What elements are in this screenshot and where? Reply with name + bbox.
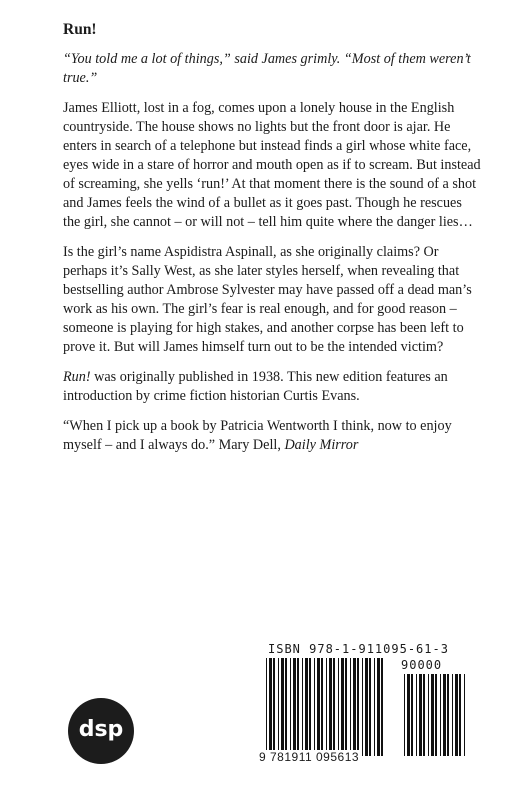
tagline-quote: “You told me a lot of things,” said James grimly. “Most of them weren’t true.”: [63, 51, 471, 86]
barcode-bar: [266, 658, 267, 756]
barcode-bar: [374, 658, 375, 756]
barcode-bar: [362, 658, 363, 756]
review-quote-text: “When I pick up a book by Patricia Wentworth I think, now to enjoy myself – and I always do.” Mary Dell,: [63, 418, 452, 453]
barcode-bar: [365, 658, 368, 756]
barcode-bar: [297, 658, 299, 756]
barcode-bar: [305, 658, 308, 756]
barcode-bar: [345, 658, 347, 756]
barcode-bar: [419, 674, 422, 756]
publisher-logo: [68, 698, 134, 764]
review-quote-source: Daily Mirror: [284, 437, 359, 453]
barcode-bar: [416, 674, 417, 756]
barcode-bar: [464, 674, 465, 756]
barcode-bar: [329, 658, 332, 756]
synopsis-paragraph-1: James Elliott, lost in a fog, comes upon a lonely house in the English countryside. The house shows no lights but the front door is ajar. He enters in search of a telephone but instead finds a girl whose white face, eyes wide in a stare of horror and mouth open as if to scream. But instead of screaming, she yells ‘run!’ At that moment there is the sound of a shot and James feels the wind of a bullet as it goes past. Though he rescues the girl, she cannot – or will not – tell him quite where the danger lies…: [63, 100, 481, 230]
barcode-addon-code: 90000: [401, 658, 443, 672]
barcode-bar: [317, 658, 320, 756]
barcode-bar: [326, 658, 327, 756]
barcode-bar: [423, 674, 425, 756]
barcode-bar: [321, 658, 323, 756]
barcode-bar: [431, 674, 434, 756]
barcode-bar: [269, 658, 272, 756]
barcode-bar: [459, 674, 461, 756]
barcode-bar: [369, 658, 371, 756]
barcode-bar: [309, 658, 311, 756]
barcode-bar: [338, 658, 339, 756]
review-quote: [63, 417, 481, 455]
barcode-bar: [381, 658, 383, 756]
barcode-bar: [293, 658, 296, 756]
barcode-bar: [428, 674, 429, 756]
barcode-bar: [333, 658, 335, 756]
barcode-bar: [452, 674, 453, 756]
isbn-barcode: [153, 638, 483, 773]
barcode-bar: [341, 658, 344, 756]
barcode-bar: [447, 674, 449, 756]
barcode-bar: [285, 658, 287, 756]
barcode-bar: [411, 674, 413, 756]
barcode-bar: [278, 658, 279, 756]
barcode-bar: [350, 658, 351, 756]
publication-note-text: was originally published in 1938. This new edition features an introduction by crime fiction historian Curtis Evans.: [63, 369, 448, 404]
barcode-addon-bars: [404, 674, 468, 756]
barcode-bar: [290, 658, 291, 756]
barcode-bar: [302, 658, 303, 756]
barcode-bar: [407, 674, 410, 756]
barcode-bar: [404, 674, 405, 756]
barcode-main-bars: [266, 658, 384, 756]
isbn-label: ISBN 978-1-911095-61-3: [268, 642, 449, 656]
barcode-bar: [443, 674, 446, 756]
publisher-logo-text: dsp: [78, 717, 124, 742]
barcode-bar: [273, 658, 275, 756]
barcode-bar: [281, 658, 284, 756]
synopsis-paragraph-2: Is the girl’s name Aspidistra Aspinall, as she originally claims? Or perhaps it’s Sally West, as she later styles herself, when revealing that bestselling author Ambrose Sylvester may have passed off a dead man’s work as his own. The girl’s fear is real enough, and for good reason – someone is playing for high stakes, and another corpse has been left to prove it. But will James himself turn out to be the intended victim?: [63, 244, 472, 355]
book-title: Run!: [63, 21, 97, 38]
barcode-bar: [353, 658, 356, 756]
blurb-column: [63, 16, 481, 466]
barcode-bar: [455, 674, 458, 756]
barcode-digits: 9 781911 095613: [256, 750, 362, 764]
barcode-bar: [314, 658, 315, 756]
barcode-bar: [440, 674, 441, 756]
barcode-bar: [357, 658, 359, 756]
publication-note-title: Run!: [63, 369, 91, 385]
barcode-bar: [377, 658, 380, 756]
barcode-bar: [435, 674, 437, 756]
publication-note: [63, 368, 481, 406]
